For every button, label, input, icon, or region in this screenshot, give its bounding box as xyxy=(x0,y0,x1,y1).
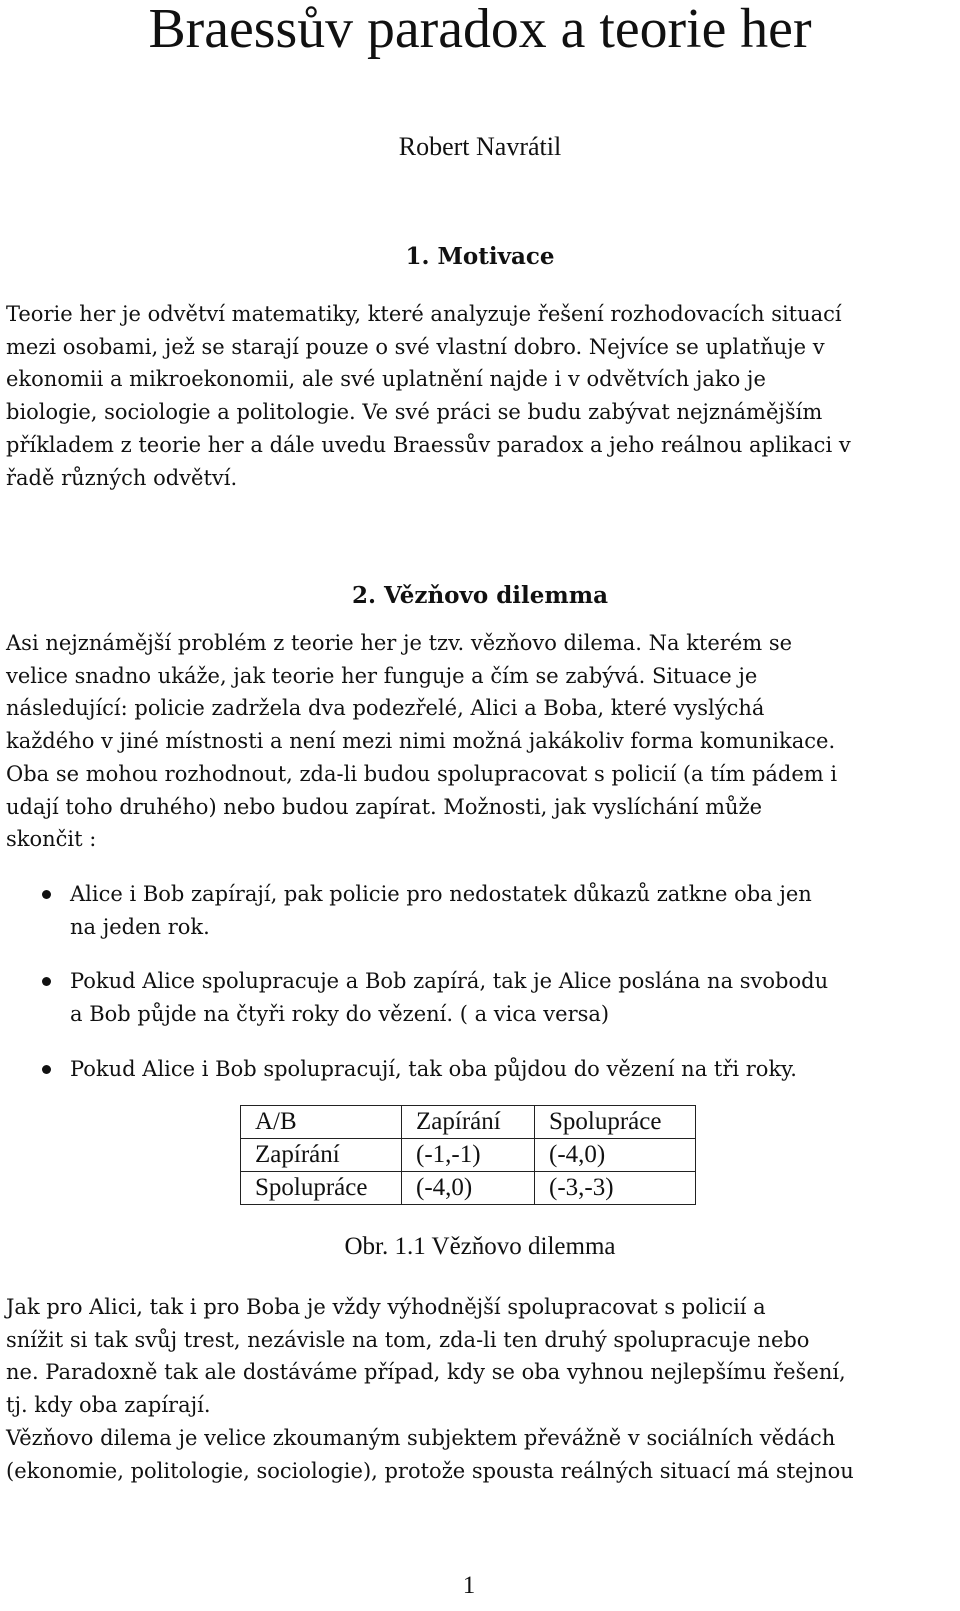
list-item xyxy=(6,878,950,943)
table-row xyxy=(241,1106,696,1139)
text-line: Asi nejznámější problém z teorie her je tzv. vězňovo dilema. Na kterém se xyxy=(6,631,793,655)
text-line: příkladem z teorie her a dále uvedu Braessův paradox a jeho reálnou aplikaci v xyxy=(6,432,851,457)
figure-caption: Obr. 1.1 Vězňovo dilemma xyxy=(344,1233,616,1260)
outcomes-list xyxy=(6,878,950,1108)
text-line: na jeden rok. xyxy=(70,914,210,939)
text-line: Vězňovo dilema je velice zkoumaným subjektem převážně v sociálních vědách xyxy=(6,1425,836,1450)
text-line: biologie, sociologie a politologie. Ve své práci se budu zabývat nejznámějším xyxy=(6,400,823,425)
motivation-paragraph xyxy=(6,298,950,494)
text-line: (ekonomie, politologie, sociologie), protože spousta reálných situací má stejnou xyxy=(6,1458,854,1483)
table-row xyxy=(241,1172,696,1205)
table-cell: (-3,-3) xyxy=(535,1172,696,1205)
bullet-icon xyxy=(42,977,51,986)
section-heading-prisoners-dilemma: 2. Vězňovo dilemma xyxy=(352,582,608,609)
bullet-icon xyxy=(42,1065,51,1074)
text-line: snížit si tak svůj trest, nezávisle na tom, zda-li ten druhý spolupracuje nebo xyxy=(6,1327,810,1352)
text-line: tj. kdy oba zapírají. xyxy=(6,1393,211,1418)
text-line: Alice i Bob zapírají, pak policie pro nedostatek důkazů zatkne oba jen xyxy=(70,882,812,906)
table-cell: Spolupráce xyxy=(535,1106,696,1139)
bullet-icon xyxy=(42,890,51,899)
text-line: řadě různých odvětví. xyxy=(6,465,238,490)
text-line: skončit : xyxy=(6,827,97,852)
table-cell: A/B xyxy=(241,1106,402,1139)
text-line: každého v jiné místnosti a není mezi nimi možná jakákoliv forma komunikace. xyxy=(6,729,836,754)
table-cell: (-4,0) xyxy=(535,1139,696,1172)
text-line: ekonomii a mikroekonomii, ale své uplatnění najde i v odvětvích jako je xyxy=(6,367,766,392)
text-line: ne. Paradoxně tak ale dostáváme případ, kdy se oba vyhnou nejlepšímu řešení, xyxy=(6,1360,846,1385)
section-heading-motivation: 1. Motivace xyxy=(405,243,555,270)
text-line: a Bob půjde na čtyři roky do vězení. ( a vica versa) xyxy=(70,1002,610,1027)
text-line: Pokud Alice i Bob spolupracují, tak oba půjdou do vězení na tři roky. xyxy=(70,1056,797,1081)
text-line: velice snadno ukáže, jak teorie her funguje a čím se zabývá. Situace je xyxy=(6,663,758,688)
text-line: mezi osobami, jež se starají pouze o své vlastní dobro. Nejvíce se uplatňuje v xyxy=(6,334,825,359)
list-item xyxy=(6,965,950,1030)
dilemma-intro-paragraph xyxy=(6,627,950,856)
table-cell: (-1,-1) xyxy=(402,1139,535,1172)
text-line: Teorie her je odvětví matematiky, které analyzuje řešení rozhodovacích situací xyxy=(6,302,842,326)
author-name: Robert Navrátil xyxy=(398,132,562,161)
document-title: Braessův paradox a teorie her xyxy=(148,0,812,60)
text-line: následující: policie zadržela dva podezřelé, Alici a Boba, které vyslýchá xyxy=(6,696,765,721)
table-cell: Zapírání xyxy=(241,1139,402,1172)
table-cell: Spolupráce xyxy=(241,1172,402,1205)
text-line: Pokud Alice spolupracuje a Bob zapírá, tak je Alice poslána na svobodu xyxy=(70,969,829,994)
table-cell: (-4,0) xyxy=(402,1172,535,1205)
page-number: 1 xyxy=(462,1572,476,1599)
list-item xyxy=(6,1053,950,1086)
dilemma-conclusion-paragraph xyxy=(6,1291,950,1487)
text-line: Jak pro Alici, tak i pro Boba je vždy výhodnější spolupracovat s policií a xyxy=(6,1295,766,1319)
text-line: udají toho druhého) nebo budou zapírat. Možnosti, jak vyslíchání může xyxy=(6,794,763,819)
text-line: Oba se mohou rozhodnout, zda-li budou spolupracovat s policií (a tím pádem i xyxy=(6,761,838,786)
table-row xyxy=(241,1139,696,1172)
table-cell: Zapírání xyxy=(402,1106,535,1139)
payoff-matrix-table xyxy=(240,1105,696,1205)
